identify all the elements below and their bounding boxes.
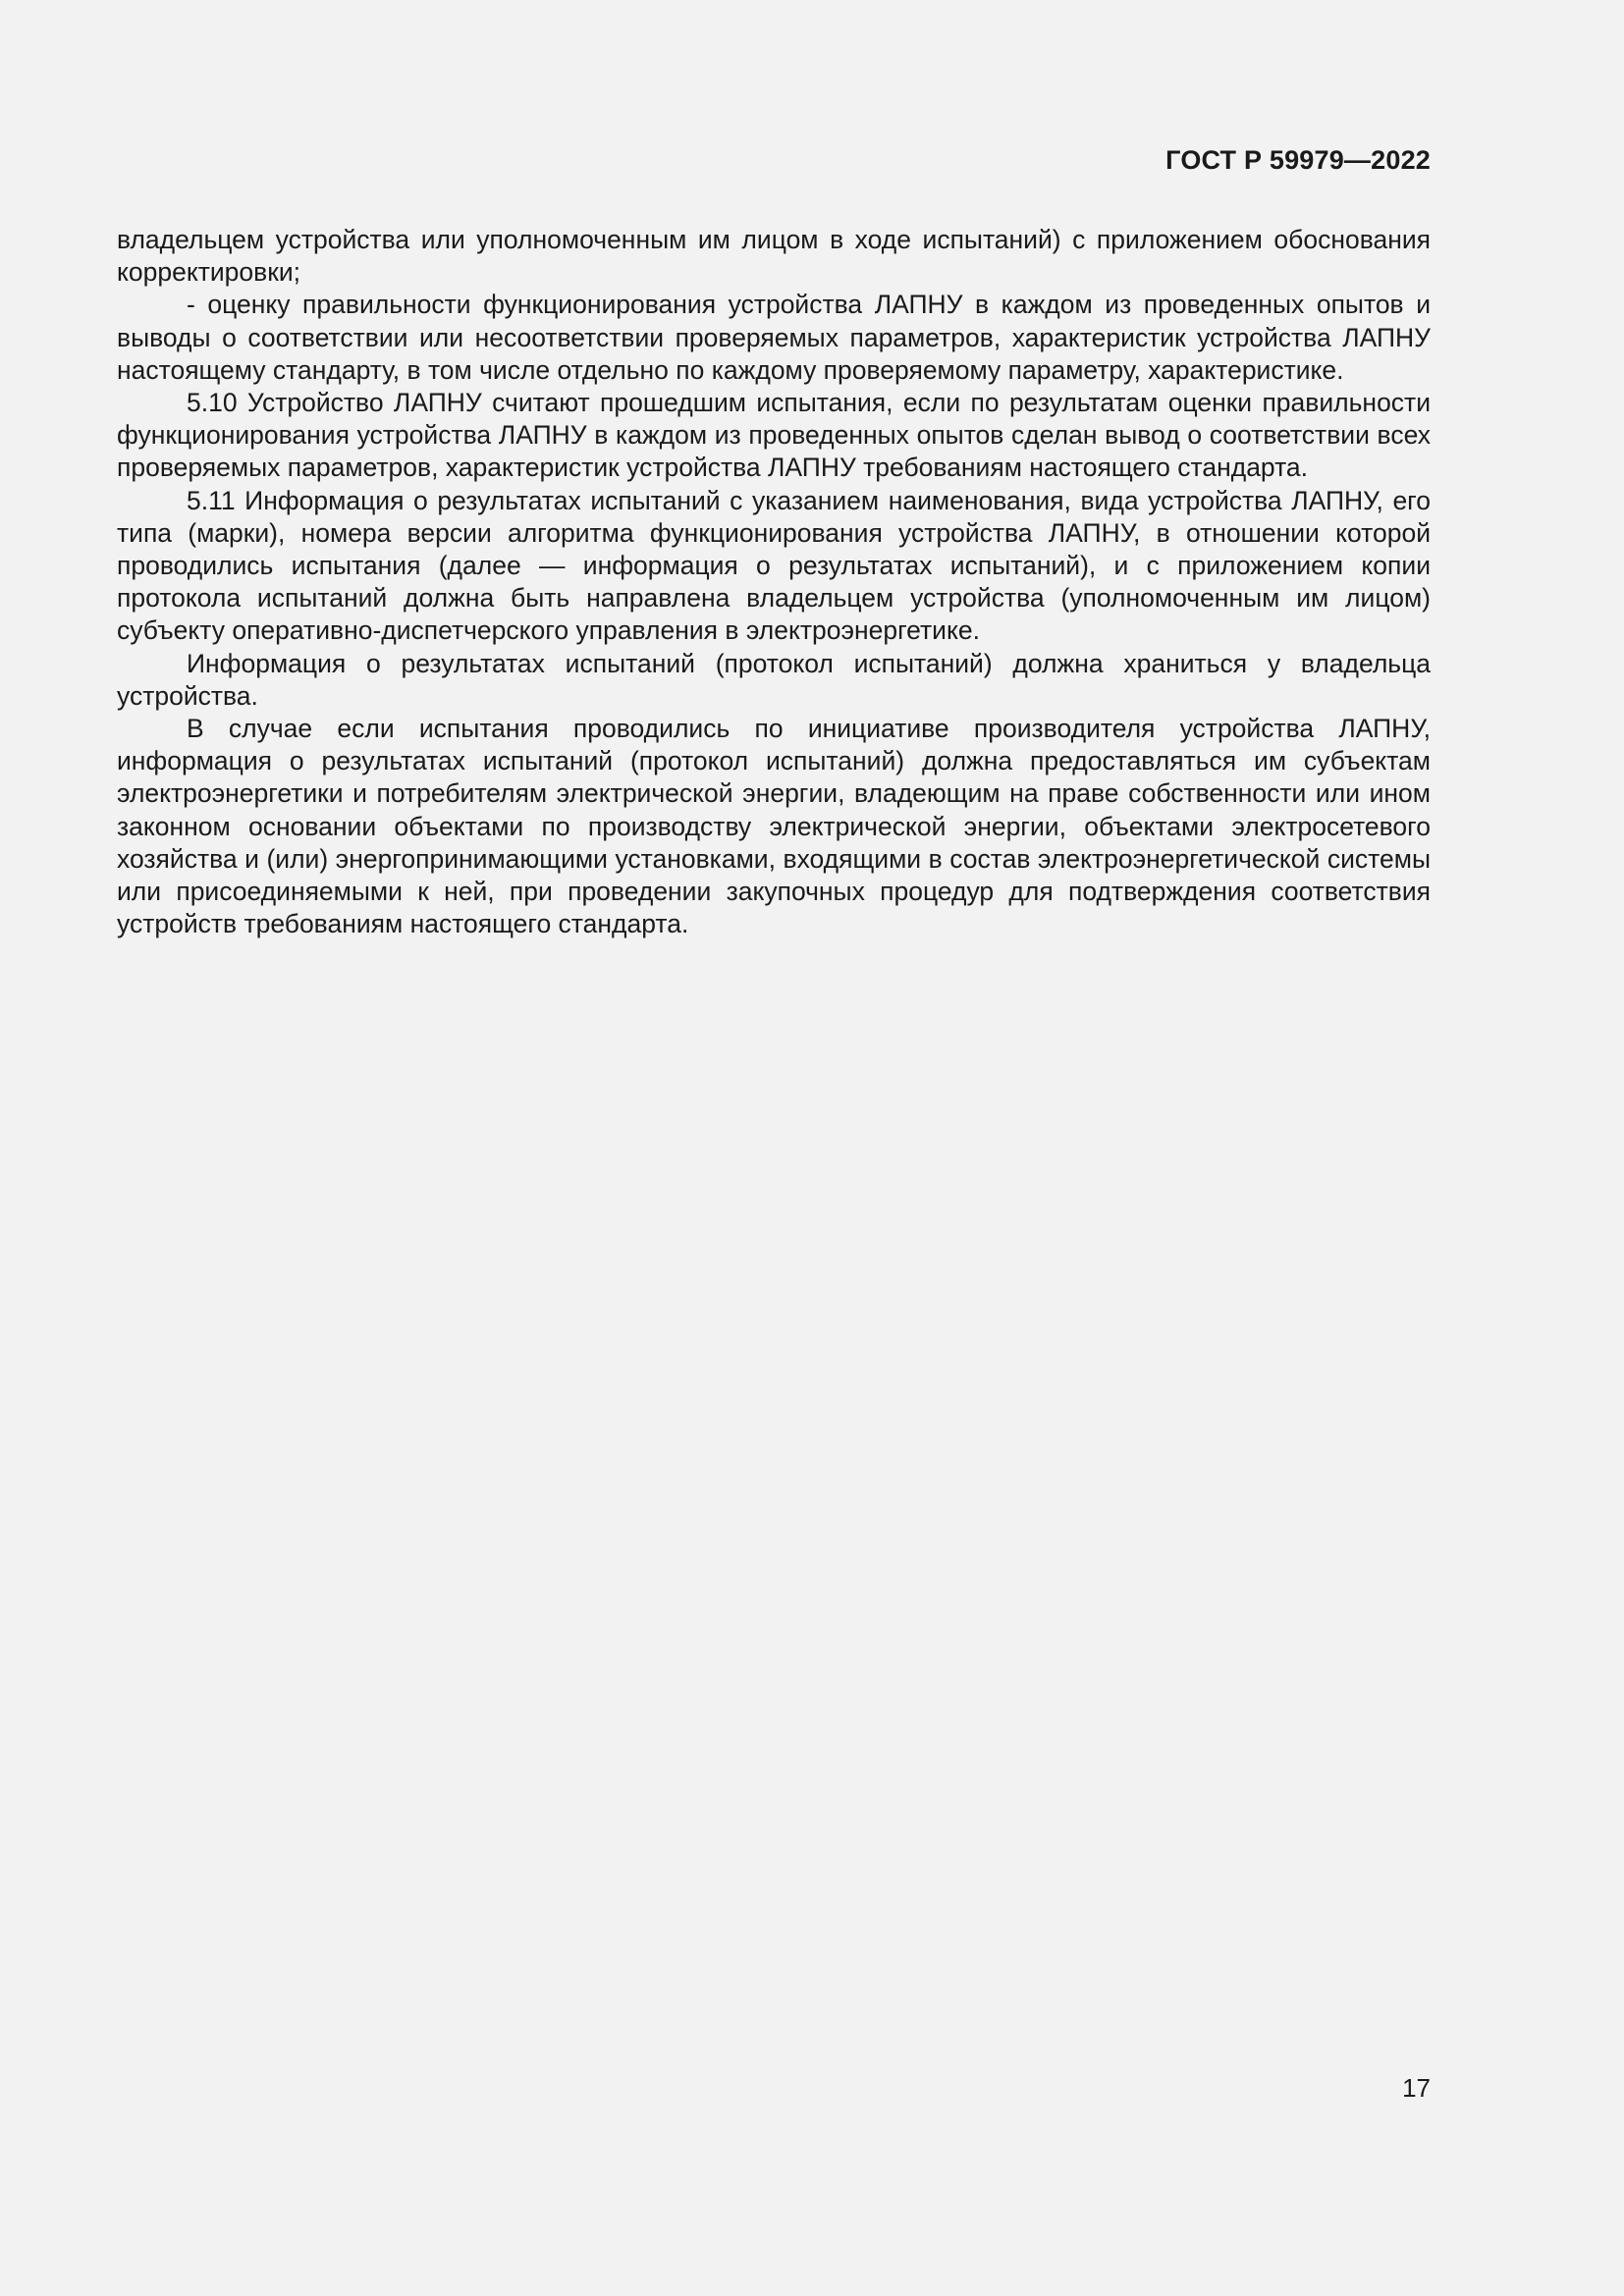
paragraph-continuation: владельцем устройства или уполномоченным им лицом в ходе испытаний) с приложением обоснования корректировки; bbox=[117, 225, 1431, 288]
paragraph-bullet-assessment: - оценку правильности функционирования устройства ЛАПНУ в каждом из проведенных опытов и выводы о соответствии или несоответствии проверяемых параметров, характеристик устройства ЛАПНУ настоящему стандарту, в том числе отдельно по каждому проверяемому параметру, характеристике. bbox=[117, 290, 1431, 385]
paragraph-clause-5-10: 5.10 Устройство ЛАПНУ считают прошедшим испытания, если по результатам оценки правильности функционирования устройства ЛАПНУ в каждом из проведенных опытов сделан вывод о соответствии всех проверяемых параметров, характеристик устройства ЛАПНУ требованиям настоящего стандарта. bbox=[117, 388, 1431, 483]
paragraph-manufacturer-initiative: В случае если испытания проводились по инициативе производителя устройства ЛАПНУ, информация о результатах испытаний (протокол испытаний) должна предоставляться им субъектам электроэнергетики и потребителям электрической энергии, владеющим на праве собственности или ином законном основании объектами по производству электрической энергии, объектами электросетевого хозяйства и (или) энергопринимающими установками, входящими в состав электроэнергетической системы или присоединяемыми к ней, при проведении закупочных процедур для подтверждения соответствия устройств требованиям настоящего стандарта. bbox=[117, 714, 1431, 939]
paragraph-clause-5-11: 5.11 Информация о результатах испытаний с указанием наименования, вида устройства ЛАПНУ, его типа (марки), номера версии алгоритма функционирования устройства ЛАПНУ, в отношении которой проводились испытания (далее — информация о результатах испытаний), и с приложением копии протокола испытаний должна быть направлена владельцем устройства (уполномоченным им лицом) субъекту оперативно-диспетчерского управления в электроэнергетике. bbox=[117, 485, 1431, 646]
paragraph-storage: Информация о результатах испытаний (протокол испытаний) должна храниться у владельца устройства. bbox=[117, 648, 1431, 711]
page-number: 17 bbox=[1402, 2073, 1431, 2103]
document-body bbox=[117, 224, 1431, 940]
document-code-header: ГОСТ Р 59979—2022 bbox=[1165, 145, 1431, 175]
